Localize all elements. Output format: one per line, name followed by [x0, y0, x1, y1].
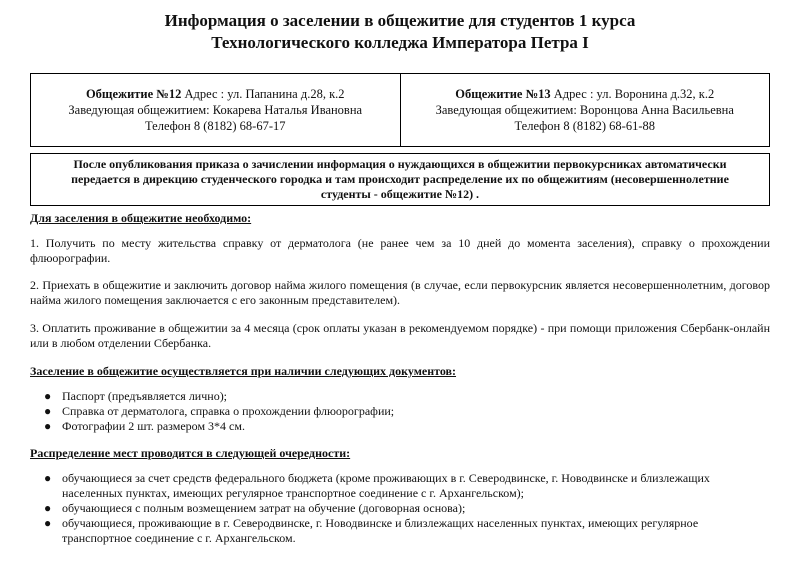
list-item: [44, 389, 770, 404]
bullet-icon: ●: [44, 471, 52, 485]
documents-heading: Заселение в общежитие осуществляется при наличии следующих документов:: [30, 364, 457, 378]
dormitory-13-cell: [400, 74, 770, 146]
dormitory-12-manager: Заведующая общежитием: Кокарева Наталья Ивановна: [68, 103, 363, 117]
requirement-step-2: 2. Приехать в общежитие и заключить договор найма жилого помещения (в случае, если первокурсник является несовершеннолетним, договор найма жилого помещения заключается с его законным представителем).: [30, 278, 770, 307]
dormitory-13-address: Адрес : ул. Воронина д.32, к.2: [550, 87, 715, 101]
requirement-step-1: 1. Получить по месту жительства справку от дерматолога (не ранее чем за 10 дней до момента заселения), справку о прохождении флюорографии.: [30, 236, 770, 265]
dormitory-13-name: Общежитие №13: [455, 87, 551, 101]
list-item: [44, 501, 770, 516]
bullet-icon: ●: [44, 389, 52, 403]
documents-list: [44, 389, 770, 434]
enrollment-notice: После опубликования приказа о зачислении информация о нуждающихся в общежитии первокурсниках автоматически передается в дирекцию студенческого городка и там происходит распределение их по общежитиям (несовершеннолетние студенты - общежитие №12) .: [30, 153, 770, 206]
page-title-line-2: Технологического колледжа Императора Петра I: [211, 33, 589, 52]
dormitory-12-cell: [31, 74, 400, 146]
list-item: [44, 419, 770, 434]
dormitory-13-phone: Телефон 8 (8182) 68-61-88: [514, 119, 655, 133]
dormitory-info-table: [30, 73, 770, 147]
bullet-icon: ●: [44, 404, 52, 418]
dormitory-12-name: Общежитие №12: [85, 87, 182, 101]
document-item-text: Фотографии 2 шт. размером 3*4 см.: [62, 419, 245, 433]
dormitory-13-title-line: [455, 86, 714, 102]
bullet-icon: ●: [44, 516, 52, 530]
bullet-icon: ●: [44, 501, 52, 515]
priority-list: [44, 471, 770, 546]
bullet-icon: ●: [44, 419, 52, 433]
dormitory-13-manager: Заведующая общежитием: Воронцова Анна Васильевна: [435, 103, 734, 117]
document-item-text: Паспорт (предъявляется лично);: [62, 389, 228, 403]
requirement-step-3: 3. Оплатить проживание в общежитии за 4 месяца (срок оплаты указан в рекомендуемом порядке) - при помощи приложения Сбербанк-онлайн или в любом отделении Сбербанка.: [30, 321, 770, 350]
priority-item-text: обучающиеся за счет средств федерального бюджета (кроме проживающих в г. Северодвинске, г. Новодвинске и близлежащих населенных пунктах, имеющих регулярное транспортное соединение с г. Архангельском);: [62, 471, 710, 500]
dormitory-12-address: Адрес : ул. Папанина д.28, к.2: [181, 87, 345, 101]
page-title-line-1: Информация о заселении в общежитие для студентов 1 курса: [164, 11, 636, 30]
priority-heading: Распределение мест проводится в следующей очередности:: [30, 446, 351, 460]
list-item: [44, 516, 770, 546]
list-item: [44, 471, 770, 501]
priority-item-text: обучающиеся, проживающие в г. Северодвинске, г. Новодвинске и близлежащих населенных пунктах, имеющих регулярное транспортное соединение с г. Архангельском.: [62, 516, 699, 545]
requirements-heading: Для заселения в общежитие необходимо:: [30, 211, 252, 225]
priority-item-text: обучающиеся с полным возмещением затрат на обучение (договорная основа);: [62, 501, 466, 515]
list-item: [44, 404, 770, 419]
dormitory-12-phone: Телефон 8 (8182) 68-67-17: [145, 119, 286, 133]
dormitory-12-title-line: [86, 86, 345, 102]
document-item-text: Справка от дерматолога, справка о прохождении флюорографии;: [62, 404, 395, 418]
